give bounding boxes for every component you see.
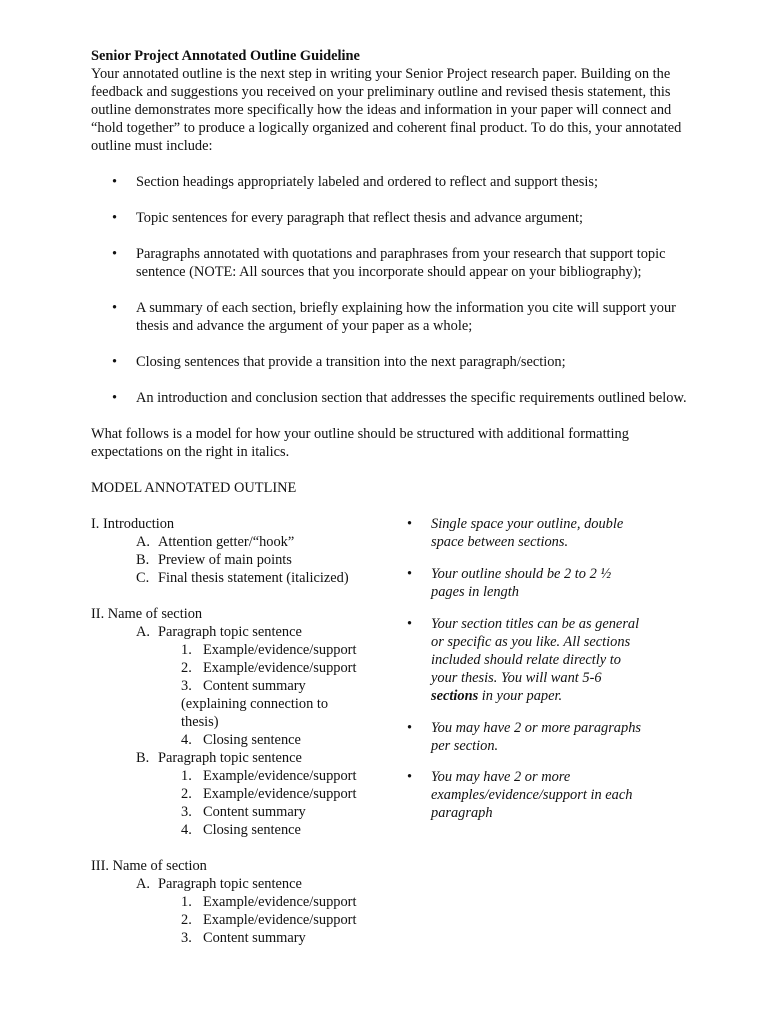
list-item: [91, 299, 691, 335]
outline-subitem: 2. Example/evidence/support: [181, 786, 357, 802]
list-item: [91, 173, 691, 191]
outline-subitem-continuation: thesis): [181, 714, 219, 730]
note-item: • You may have 2 or more examples/evidence/support in each paragraph: [407, 769, 633, 821]
outline-subitem: 2. Example/evidence/support: [181, 660, 357, 676]
bullet-icon: •: [407, 516, 413, 532]
outline-subitem: 1. Example/evidence/support: [181, 642, 357, 658]
note-item: • You may have 2 or more paragraphs per section.: [407, 720, 641, 754]
outline-subitem: 4. Closing sentence: [181, 822, 301, 838]
list-item: [91, 209, 691, 227]
outline-section-3: [91, 857, 391, 947]
section-heading: II. Name of section: [91, 606, 203, 622]
bullet-icon: •: [112, 354, 118, 370]
section-heading: I. Introduction: [91, 516, 175, 532]
outline-item: C. Final thesis statement (italicized): [136, 570, 349, 586]
outline-item: A. Paragraph topic sentence: [136, 624, 302, 640]
outline-item: A. Paragraph topic sentence: [136, 876, 302, 892]
outline-subitem: 1. Example/evidence/support: [181, 894, 357, 910]
note-item: • Single space your outline, double space between sections.: [407, 516, 624, 550]
outline-subitem: 3. Content summary: [181, 678, 306, 694]
list-item-text: An introduction and conclusion section that addresses the specific requirements outlined below.: [136, 390, 687, 406]
outline-item: A. Attention getter/“hook”: [136, 534, 295, 550]
model-intro-paragraph: What follows is a model for how your outline should be structured with additional formatting expectations on the right in italics.: [91, 426, 629, 460]
intro-paragraph: Your annotated outline is the next step in writing your Senior Project research paper. Building on the feedback and suggestions you received on your preliminary outline and revised thesis statement, this outline demonstrates more specifically how the ideas and information in your paper will connect and “hold together” to produce a logically organized and coherent final product. To do this, your annotated outline must include:: [91, 66, 682, 154]
outline-subitem: 3. Content summary: [181, 804, 306, 820]
list-item: [91, 353, 691, 371]
formatting-notes: [406, 515, 646, 822]
list-item-text: A summary of each section, briefly explaining how the information you cite will support your thesis and advance the argument of your paper as a whole;: [136, 300, 676, 334]
list-item: [91, 389, 691, 407]
list-item-text: Section headings appropriately labeled and ordered to reflect and support thesis;: [136, 174, 598, 190]
model-heading: MODEL ANNOTATED OUTLINE: [91, 480, 297, 496]
bullet-icon: •: [112, 246, 118, 262]
outline-section-2: [91, 605, 391, 839]
bullet-icon: •: [112, 174, 118, 190]
note-item: • Your section titles can be as general or specific as you like. All sections included should relate directly to your thesis. You will want 5-6 sections in your paper.: [407, 616, 640, 704]
list-item-text: Closing sentences that provide a transition into the next paragraph/section;: [136, 354, 566, 370]
outline-column: [91, 515, 391, 947]
outline-item: B. Preview of main points: [136, 552, 292, 568]
requirements-list: [91, 173, 691, 407]
notes-list: [406, 515, 646, 822]
document-title: Senior Project Annotated Outline Guideline: [91, 48, 360, 64]
outline-subitem: 3. Content summary: [181, 930, 306, 946]
document-page: [91, 47, 691, 947]
bullet-icon: •: [407, 769, 413, 785]
note-item: • Your outline should be 2 to 2 ½ pages in length: [407, 566, 612, 600]
section-heading: III. Name of section: [91, 858, 207, 874]
list-item-text: Paragraphs annotated with quotations and paraphrases from your research that support topic sentence (NOTE: All sources that you incorporate should appear on your bibliography);: [136, 246, 666, 280]
outline-subitem: 4. Closing sentence: [181, 732, 301, 748]
model-outline: [91, 515, 691, 947]
bullet-icon: •: [112, 300, 118, 316]
bullet-icon: •: [112, 390, 118, 406]
outline-subitem-continuation: (explaining connection to: [181, 696, 329, 712]
outline-subitem: 1. Example/evidence/support: [181, 768, 357, 784]
list-item-text: Topic sentences for every paragraph that reflect thesis and advance argument;: [136, 210, 584, 226]
list-item: [91, 245, 691, 281]
outline-item: B. Paragraph topic sentence: [136, 750, 302, 766]
bullet-icon: •: [112, 210, 118, 226]
bullet-icon: •: [407, 566, 413, 582]
outline-subitem: 2. Example/evidence/support: [181, 912, 357, 928]
bullet-icon: •: [407, 616, 413, 632]
emphasis-text: sections: [431, 688, 479, 704]
outline-section-introduction: [91, 515, 391, 587]
bullet-icon: •: [407, 720, 413, 736]
